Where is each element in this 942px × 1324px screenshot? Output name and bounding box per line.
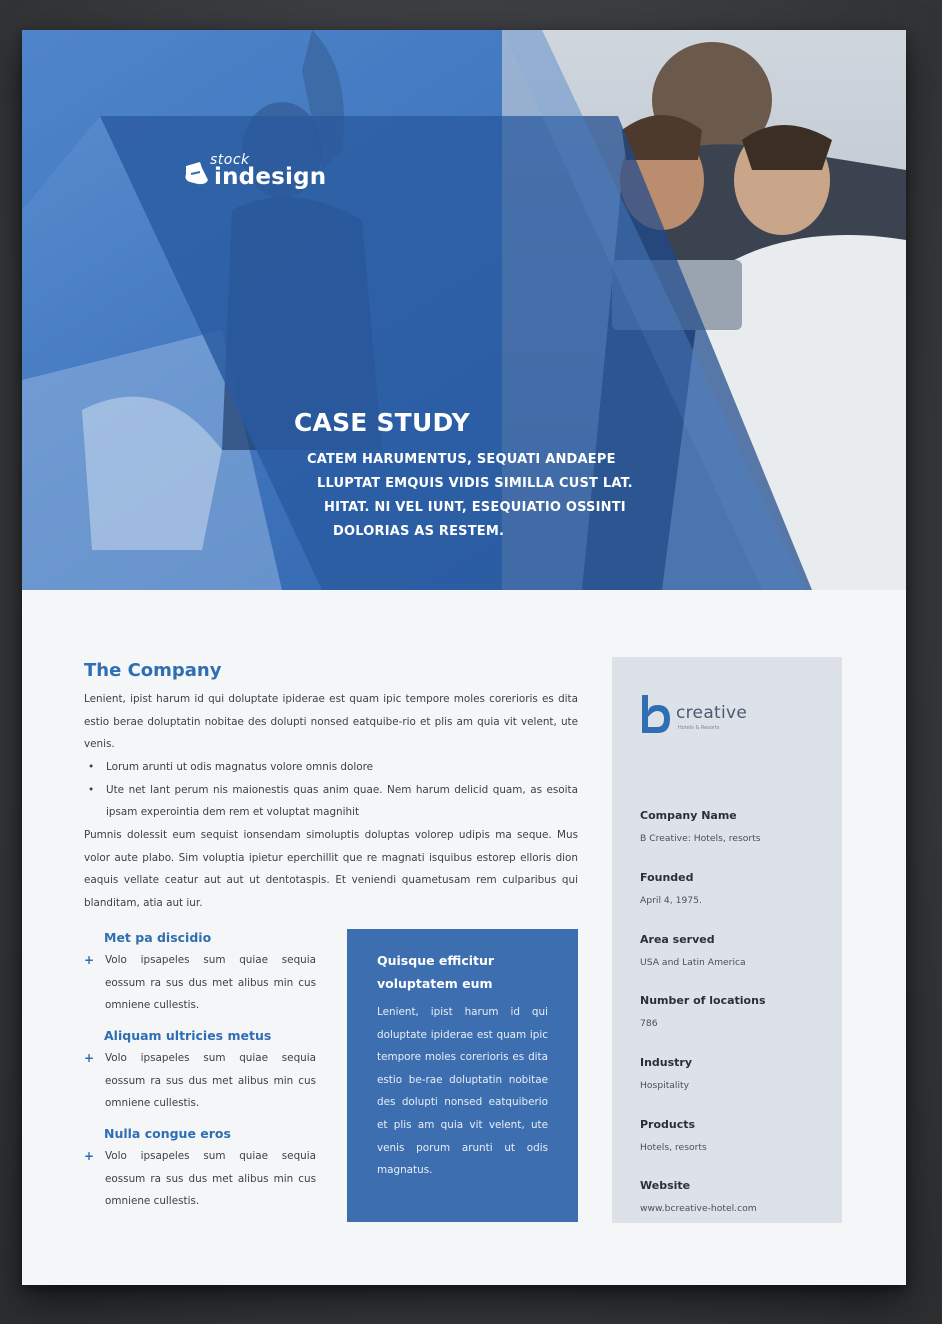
brand-tagline: Hotels & Resorts <box>678 725 720 731</box>
info-value: April 4, 1975. <box>640 895 702 906</box>
subsection-item <box>84 949 316 1017</box>
brand-wordmark: creative <box>676 703 748 723</box>
info-label: Industry <box>640 1056 693 1069</box>
info-label: Number of locations <box>640 994 766 1007</box>
plus-icon: + <box>84 1149 95 1163</box>
bcreative-logo <box>640 693 748 742</box>
flyer-page <box>22 30 906 1285</box>
info-label: Area served <box>640 933 715 946</box>
company-heading: The Company <box>84 660 222 681</box>
list-item: • Ute net lant perum nis maionestis quas anim quae. Nem harum delicid quam, as esoita ipsam experointia dem rem et voluptat magnihit <box>84 779 578 824</box>
callout-box <box>347 929 578 1222</box>
info-label: Founded <box>640 871 694 884</box>
info-value: www.bcreative-hotel.com <box>640 1203 757 1214</box>
info-label: Company Name <box>640 809 737 822</box>
subsection-heading: Met pa discidio <box>104 930 212 945</box>
hero-title: CASE STUDY <box>294 408 470 437</box>
subsection-item <box>84 1047 316 1115</box>
info-value: 786 <box>640 1018 658 1029</box>
logo-stock-text: stock <box>210 152 250 168</box>
hero-banner <box>22 30 906 590</box>
logo-flask-icon <box>182 160 212 186</box>
info-value: Hospitality <box>640 1080 690 1091</box>
plus-icon: + <box>84 953 95 967</box>
callout-body: Lenient, ipist harum id qui doluptate ipiderae est quam ipic tempore moles corerioris es dita estio be-rae doluptatin nobitae des dolupti nonsed eatquiberio et plis am quia vit velent, ute venis porum arunti ut odis magnatus. <box>377 1006 548 1177</box>
company-bullet-list <box>84 756 578 824</box>
company-info-sidebar <box>612 657 842 1223</box>
list-item: • Lorum arunti ut odis magnatus volore omnis dolore <box>84 756 578 779</box>
hero-subtitle-line: LLUPTAT EMQUIS VIDIS SIMILLA CUST LAT. <box>317 476 633 491</box>
subsection-heading: Nulla congue eros <box>104 1126 231 1141</box>
info-value: Hotels, resorts <box>640 1142 707 1153</box>
company-outro-text: Pumnis dolessit eum sequist ionsendam simoluptis doluptas volorep udipis ma seque. Mus volor aute plabo. Sim voluptia ipietur eperchillit que re magnati isquibus estorep elloris dion eaquis vellate ceatur aut aut ut dentotaspis. Et veniendi quametusam rem culparibus qui blanditam, atia aut iur. <box>84 829 578 909</box>
hero-subtitle-line: DOLORIAS AS RESTEM. <box>333 524 505 539</box>
info-value: USA and Latin America <box>640 957 746 968</box>
subsection-text: Volo ipsapeles sum quiae sequia eossum ra sus dus met alibus min cus omniene cullestis. <box>105 1052 316 1110</box>
plus-icon: + <box>84 1051 95 1065</box>
subsection-heading: Aliquam ultricies metus <box>104 1028 272 1043</box>
info-value: B Creative: Hotels, resorts <box>640 833 761 844</box>
hero-subtitle-line: CATEM HARUMENTUS, SEQUATI ANDAEPE <box>307 452 616 467</box>
hero-subtitle-line: HITAT. NI VEL IUNT, ESEQUIATIO OSSINTI <box>324 500 626 515</box>
info-label: Website <box>640 1179 691 1192</box>
subsection-text: Volo ipsapeles sum quiae sequia eossum ra sus dus met alibus min cus omniene cullestis. <box>105 954 316 1012</box>
company-intro-text: Lenient, ipist harum id qui doluptate ipiderae est quam ipic tempore moles corerioris es dita estio berae doluptatin nobitae des dolupti nonsed eatquibe-rio et plis am quia vit velent, ute venis. <box>84 693 578 751</box>
callout-title-line: Quisque efficitur <box>377 953 495 968</box>
info-label: Products <box>640 1118 696 1131</box>
logo-indesign-text: indesign <box>214 164 327 190</box>
b-logo-icon <box>640 693 674 737</box>
callout-title-line: voluptatem eum <box>377 976 493 991</box>
subsection-item <box>84 1145 316 1213</box>
subsection-text: Volo ipsapeles sum quiae sequia eossum ra sus dus met alibus min cus omniene cullestis. <box>105 1150 316 1208</box>
